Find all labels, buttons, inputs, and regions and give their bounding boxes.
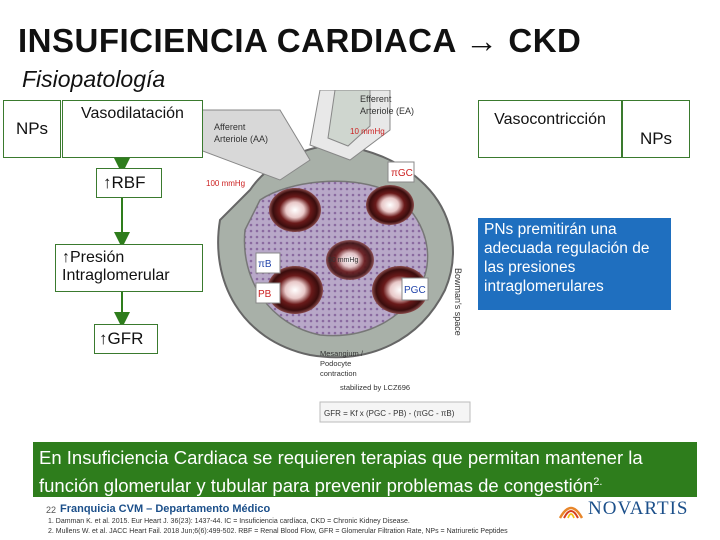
- reference-1: 1. Damman K. et al. 2015. Eur Heart J. 36(23): 1437-44. IC = Insuficiencia cardíaca, CKD = Chronic Kidney Disease.: [48, 518, 410, 525]
- reference-2: 2. Mullens W. et al. JACC Heart Fail. 2018 Jun;6(6):499-502. RBF = Renal Blood Flow, GFR = Glomerular Filtration Rate, NPs = Natriuretic Peptides: [48, 528, 508, 535]
- nps-right-box: NPs: [622, 100, 690, 158]
- nps-left-box: NPs: [3, 100, 61, 158]
- presion-line-2: Intraglomerular: [62, 267, 170, 284]
- stabilized-label: stabilized by LCZ696: [340, 383, 411, 392]
- pi-gc-label: πGC: [391, 168, 413, 179]
- department-label: Franquicia CVM – Departamento Médico: [60, 503, 271, 515]
- gfr-box: ↑GFR: [94, 324, 158, 354]
- pi-b-label: πB: [258, 259, 272, 270]
- slide-subtitle: Fisiopatología: [22, 66, 166, 92]
- efferent-pressure: 10 mmHg: [350, 127, 385, 136]
- mesangium-label-2: Podocyte: [320, 359, 352, 368]
- novartis-wordmark: NOVARTIS: [588, 498, 689, 519]
- vasodilatacion-box: Vasodilatación: [62, 100, 203, 158]
- references: [48, 517, 508, 537]
- afferent-label-2: Arteriole (AA): [214, 134, 269, 144]
- glomerulus-illustration: [200, 90, 480, 440]
- mesangium-label-1: Mesangium /: [320, 349, 363, 358]
- mesangium-label-3: contraction: [320, 369, 357, 378]
- novartis-logo: [558, 498, 688, 520]
- vasocontriccion-box: Vasocontricción: [478, 100, 622, 158]
- p-gc-label: PGC: [404, 285, 426, 296]
- efferent-label-1: Efferent: [360, 94, 392, 104]
- presion-intraglomerular-box: [55, 244, 203, 292]
- afferent-label-1: Afferent: [214, 122, 246, 132]
- glomerulus-figure: [200, 90, 480, 440]
- conclusion-banner: [33, 442, 697, 497]
- slide-title: INSUFICIENCIA CARDIACA → CKD: [18, 22, 582, 59]
- conclusion-text: En Insuficiencia Cardiaca se requieren terapias que permitan mantener la función glomerular y tubular para prevenir problemas de congestión: [39, 447, 643, 497]
- novartis-flame-icon: [558, 498, 584, 520]
- efferent-label-2: Arteriole (EA): [360, 106, 415, 116]
- conclusion-superscript: 2.: [593, 476, 603, 488]
- callout-box: PNs premitirán una adecuada regulación de las presiones intraglomerulares: [478, 218, 671, 310]
- capillary-pressure: 50 mmHg: [328, 257, 359, 264]
- presion-line-1: ↑Presión: [62, 249, 125, 266]
- rbf-box: ↑RBF: [96, 168, 162, 198]
- gfr-formula: GFR = Kf x (PGC - PB) - (πGC - πB): [324, 409, 455, 418]
- bowman-space-label: Bowman's space: [453, 268, 463, 336]
- page-number: 22: [46, 505, 57, 515]
- afferent-pressure: 100 mmHg: [206, 179, 246, 188]
- p-b-label: PB: [258, 289, 272, 300]
